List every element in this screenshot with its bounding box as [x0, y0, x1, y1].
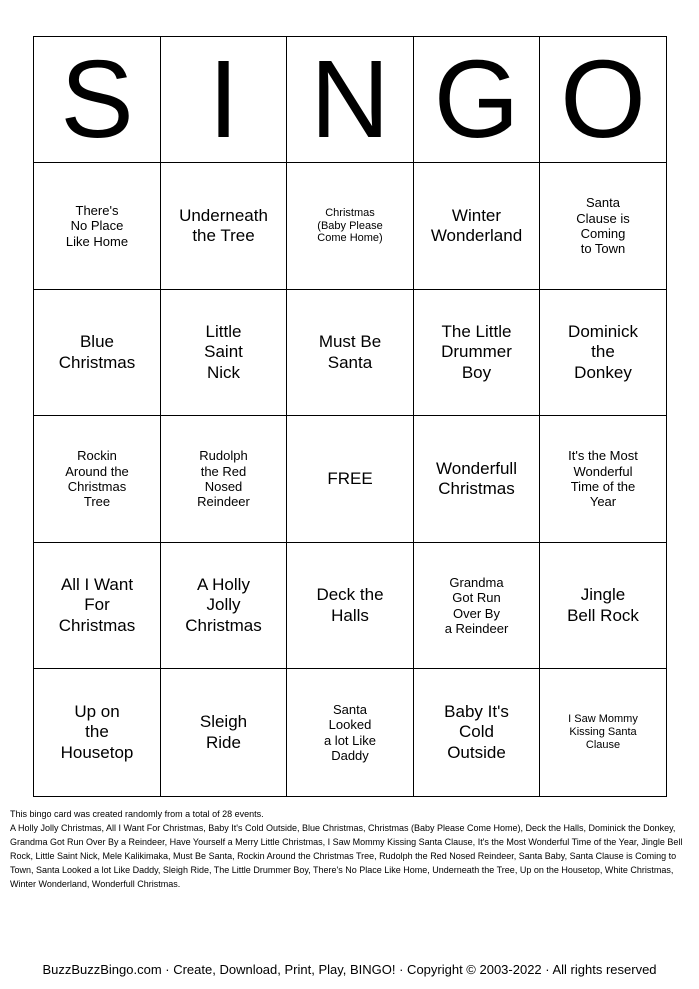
bingo-cell-free	[287, 416, 414, 543]
bingo-cell	[540, 416, 667, 543]
bingo-cell	[34, 290, 161, 416]
footer-event-list: A Holly Jolly Christmas, All I Want For Christmas, Baby It's Cold Outside, Blue Christmas, Christmas (Baby Please Come Home), Deck the Halls, Dominick the Donkey, Grandma Got Run Over By a Reindeer, Have Yourself a Merry Little Christmas, I Saw Mommy Kissing Santa Clause, It's the Most Wonderful Time of the Year, Jingle Bell Rock, Little Saint Nick, Mele Kalikimaka, Must Be Santa, Rockin Around the Christmas Tree, Rudolph the Red Nosed Reindeer, Santa Baby, Santa Clause is Coming to Town, Santa Looked a lot Like Daddy, Sleigh Ride, The Little Drummer Boy, There's No Place Like Home, Underneath the Tree, Up on the Housetop, White Christmas, Winter Wonderland, Wonderfull Christmas.	[10, 823, 683, 889]
bingo-cell	[540, 290, 667, 416]
bingo-cell	[34, 669, 161, 797]
free-space-text: FREE	[327, 468, 373, 488]
bingo-cell	[161, 163, 287, 290]
cell-text: A Holly Jolly Christmas	[185, 575, 262, 635]
cell-text: Rudolph the Red Nosed Reindeer	[197, 448, 250, 510]
cell-text: Santa Clause is Coming to Town	[576, 195, 630, 257]
bingo-cell	[161, 669, 287, 797]
cell-text: Grandma Got Run Over By a Reindeer	[444, 574, 509, 636]
cell-text: Deck the Halls	[316, 585, 384, 625]
cell-text: The Little Drummer Boy	[441, 322, 512, 382]
bingo-cell	[540, 163, 667, 290]
cell-text: Sleigh Ride	[199, 712, 248, 752]
bingo-cell	[34, 543, 161, 669]
cell-text: I Saw Mommy Kissing Santa Clause	[568, 713, 638, 751]
bingo-cell	[287, 669, 414, 797]
bingo-cell	[161, 543, 287, 669]
bingo-cell	[287, 163, 414, 290]
bingo-cell	[414, 669, 540, 797]
bingo-cell	[34, 163, 161, 290]
cell-text: Up on the Housetop	[60, 702, 134, 762]
header-letter: S	[34, 37, 161, 163]
bingo-cell	[414, 290, 540, 416]
cell-text: Jingle Bell Rock	[567, 585, 639, 625]
footer-intro: This bingo card was created randomly from a total of 28 events.	[10, 809, 264, 819]
card-footer	[10, 807, 688, 891]
bingo-cell	[34, 416, 161, 543]
bingo-cell	[287, 543, 414, 669]
cell-text: It's the Most Wonderful Time of the Year	[568, 448, 638, 510]
bingo-row	[34, 543, 667, 669]
bingo-row	[34, 416, 667, 543]
bingo-cell	[161, 290, 287, 416]
copyright-line: BuzzBuzzBingo.com · Create, Download, Print, Play, BINGO! · Copyright © 2003-2022 · All rights reserved	[42, 962, 657, 977]
bingo-header-row	[34, 37, 667, 163]
bingo-row	[34, 669, 667, 797]
cell-text: Winter Wonderland	[430, 205, 523, 245]
bingo-cell	[540, 669, 667, 797]
bingo-row	[34, 163, 667, 290]
cell-text: Wonderfull Christmas	[436, 458, 517, 498]
cell-text: All I Want For Christmas	[58, 575, 136, 635]
bingo-card	[33, 36, 667, 797]
bingo-cell	[414, 163, 540, 290]
cell-text: Little Saint Nick	[204, 322, 243, 382]
bingo-cell	[414, 416, 540, 543]
bingo-cell	[540, 543, 667, 669]
header-letter: G	[414, 37, 540, 163]
bingo-row	[34, 290, 667, 416]
bingo-cell	[287, 290, 414, 416]
cell-text: Christmas (Baby Please Come Home)	[317, 206, 383, 245]
bingo-cell	[161, 416, 287, 543]
cell-text: Underneath the Tree	[179, 205, 268, 245]
cell-text: Blue Christmas	[58, 332, 136, 372]
cell-text: Must Be Santa	[318, 332, 382, 372]
cell-text: Dominick the Donkey	[568, 322, 638, 382]
cell-text: Santa Looked a lot Like Daddy	[323, 701, 377, 763]
header-letter: N	[287, 37, 414, 163]
header-letter: I	[161, 37, 287, 163]
bingo-cell	[414, 543, 540, 669]
header-letter: O	[540, 37, 667, 163]
cell-text: Baby It's Cold Outside	[444, 702, 509, 762]
cell-text: There's No Place Like Home	[65, 203, 129, 249]
cell-text: Rockin Around the Christmas Tree	[65, 448, 129, 510]
